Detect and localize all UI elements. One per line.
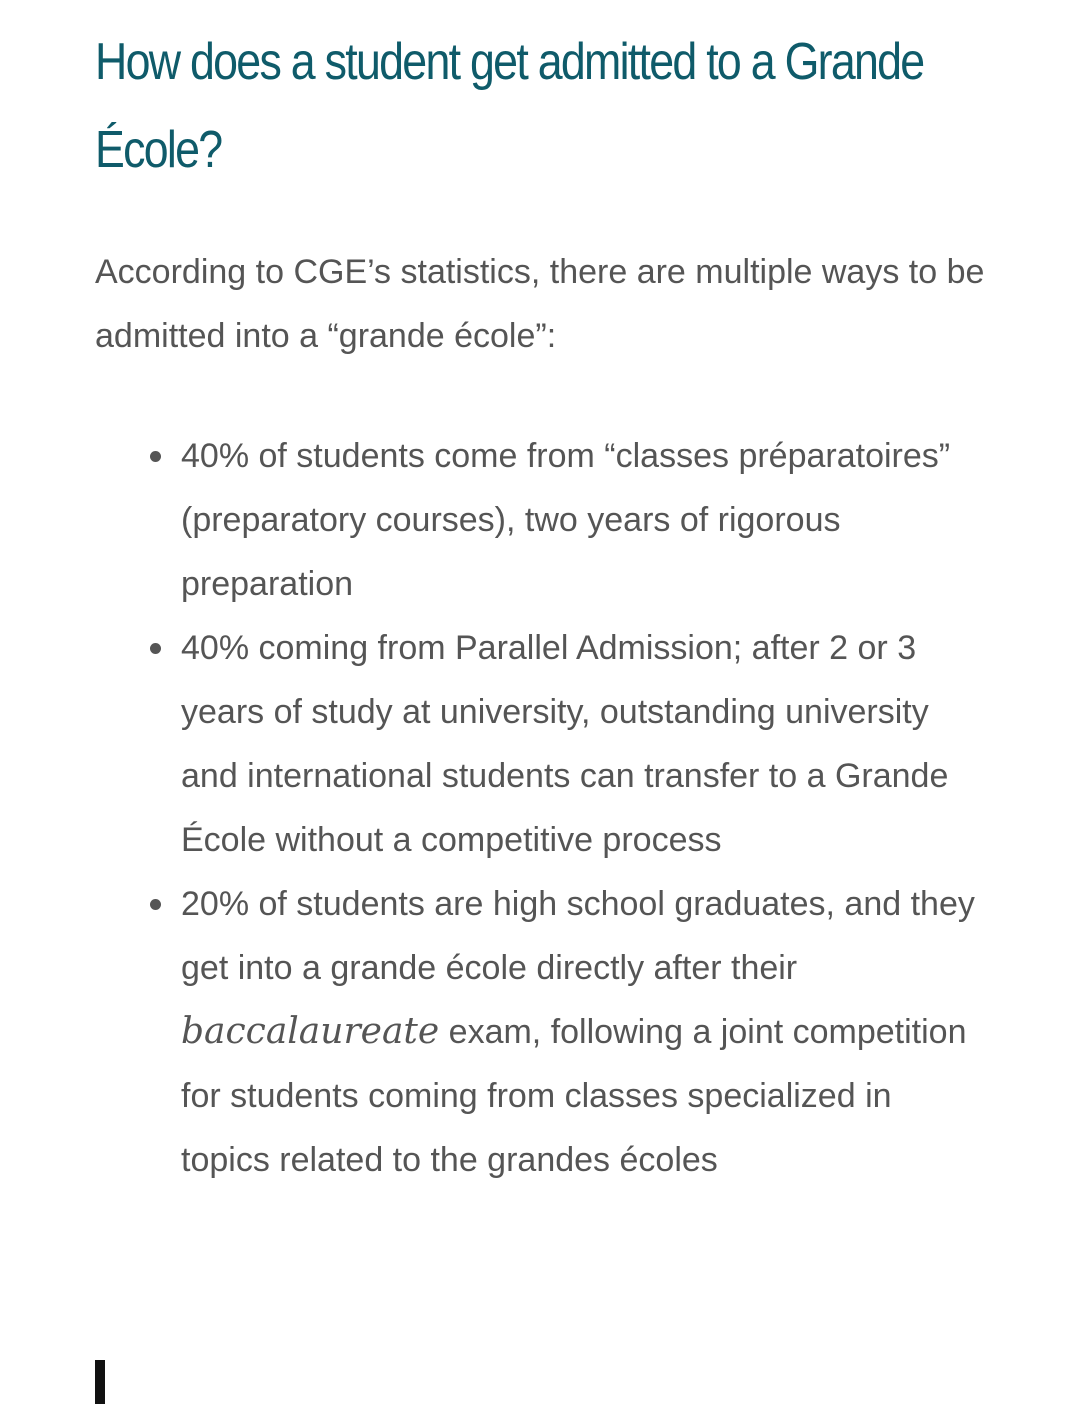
article-heading: How does a student get admitted to a Grande École? xyxy=(95,33,924,179)
bullet-icon xyxy=(150,899,161,910)
article-body xyxy=(95,18,995,1179)
bullet-icon xyxy=(150,451,161,462)
list-item-text: 40% coming from Parallel Admission; after 2 or 3 years of study at university, outstanding university and international students can transfer to a Grande École without a competitive process xyxy=(181,629,949,859)
text-cursor xyxy=(95,1360,105,1404)
intro-paragraph: According to CGE’s statistics, there are multiple ways to be admitted into a “grande école”: xyxy=(95,253,985,355)
baccalaureate-term: baccalaureate xyxy=(181,1011,440,1052)
list-item-text-start: 20% of students are high school graduates, and they get into a grande école directly after their xyxy=(181,885,975,987)
list-item-text: 40% of students come from “classes préparatoires” (preparatory courses), two years of rigorous preparation xyxy=(181,437,951,603)
list-item xyxy=(95,872,995,1192)
bullet-icon xyxy=(150,643,161,654)
list-item-text-end: exam, following a joint competition for students coming from classes specialized in topics related to the grandes écoles xyxy=(181,1013,967,1179)
admission-ways-list xyxy=(95,424,995,1192)
list-item xyxy=(95,424,995,616)
list-item xyxy=(95,616,995,872)
list-item-text xyxy=(181,872,981,1192)
